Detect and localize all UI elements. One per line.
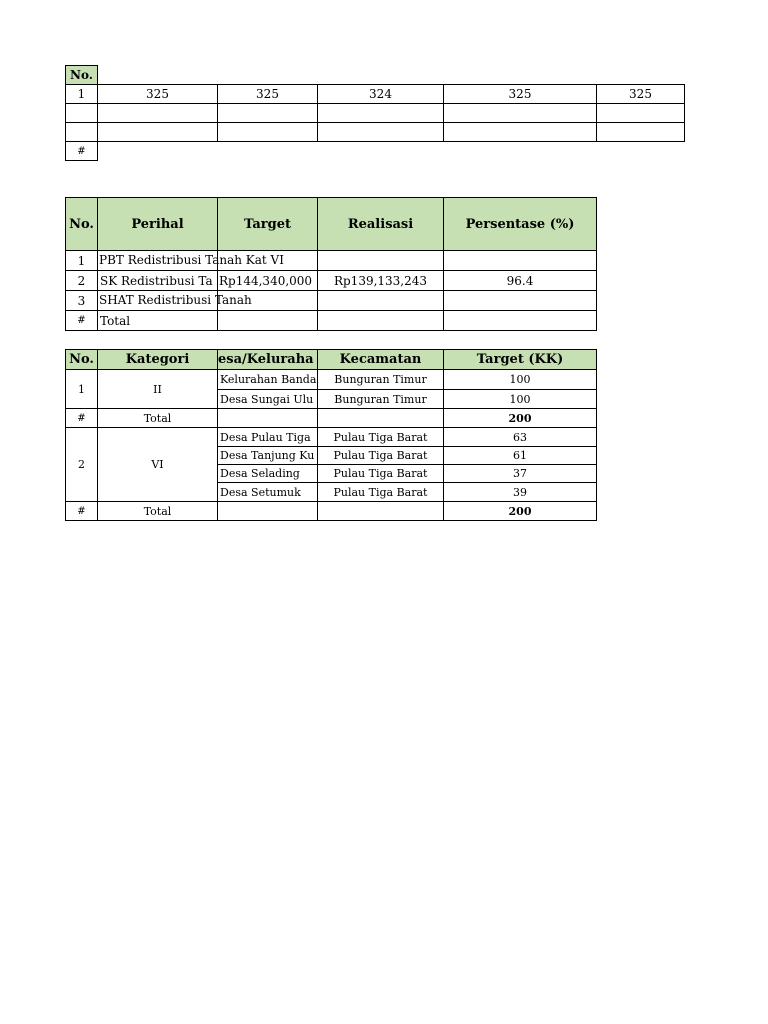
t3-row-desa: Desa Tanjung Ku (217, 446, 318, 465)
t3-header-kategori: Kategori (97, 349, 218, 370)
t3-row-target: 39 (443, 482, 597, 502)
t2-row-no: 1 (65, 250, 98, 271)
t1-empty-cell (443, 103, 597, 123)
t1-empty-cell (596, 103, 685, 123)
t2-row-perihal: SK Redistribusi Ta (97, 270, 218, 291)
t1-row1-val: 325 (217, 84, 318, 104)
t1-row1-val: 325 (596, 84, 685, 104)
t1-empty-cell (596, 122, 685, 142)
t3-row-target: 100 (443, 389, 597, 409)
t2-total-target (217, 310, 318, 331)
t3-row-desa: Desa Pulau Tiga (217, 427, 318, 447)
t1-empty-cell (217, 103, 318, 123)
t2-row-realisasi (317, 290, 444, 311)
t3-row-desa: Desa Setumuk (217, 482, 318, 502)
t1-empty-cell (317, 103, 444, 123)
t2-header-persentase: Persentase (%) (443, 197, 597, 251)
t2-total-persen (443, 310, 597, 331)
t2-row-persen (443, 250, 597, 271)
t2-header-no: No. (65, 197, 98, 251)
t3-header-desa: esa/Keluraha (217, 349, 318, 370)
t3-group-kategori: VI (97, 427, 218, 502)
t3-total-no: # (65, 501, 98, 521)
t2-row-realisasi (317, 250, 444, 271)
t2-total-realisasi (317, 310, 444, 331)
t3-header-target: Target (KK) (443, 349, 597, 370)
t3-group-no: 1 (65, 369, 98, 409)
t2-total-label: Total (97, 310, 218, 331)
t3-row-desa: Kelurahan Banda (217, 369, 318, 390)
t1-header-no: No. (65, 65, 98, 85)
t3-row-kecamatan: Bunguran Timur (317, 389, 444, 409)
t3-total-label: Total (97, 501, 218, 521)
t2-row-persen: 96.4 (443, 270, 597, 291)
t3-row-kecamatan: Bunguran Timur (317, 369, 444, 390)
t1-footer-hash: # (65, 141, 98, 161)
t2-row-perihal: PBT Redistribusi Tanah Kat VI (99, 253, 284, 267)
t1-empty-cell (443, 122, 597, 142)
t3-group-kategori: II (97, 369, 218, 409)
t3-total-empty (317, 501, 444, 521)
t1-row1-no: 1 (65, 84, 98, 104)
t3-total-empty (217, 501, 318, 521)
t1-empty-cell (65, 122, 98, 142)
t2-header-realisasi: Realisasi (317, 197, 444, 251)
t3-header-no: No. (65, 349, 98, 370)
t3-group-no: 2 (65, 427, 98, 502)
t3-total-no: # (65, 408, 98, 428)
t1-empty-cell (97, 103, 218, 123)
t3-total-label: Total (97, 408, 218, 428)
t1-empty-cell (217, 122, 318, 142)
t1-empty-cell (65, 103, 98, 123)
t1-row1-val: 324 (317, 84, 444, 104)
t2-total-no: # (65, 310, 98, 331)
t3-total-empty (217, 408, 318, 428)
t1-empty-cell (317, 122, 444, 142)
t2-row-perihal: SHAT Redistribusi Tanah (99, 293, 252, 307)
t2-row-no: 3 (65, 290, 98, 311)
t3-total-value: 200 (443, 501, 597, 521)
t3-row-target: 100 (443, 369, 597, 390)
t2-row-persen (443, 290, 597, 311)
t1-row1-val: 325 (97, 84, 218, 104)
t1-empty-cell (97, 122, 218, 142)
t3-row-kecamatan: Pulau Tiga Barat (317, 464, 444, 483)
t3-row-kecamatan: Pulau Tiga Barat (317, 446, 444, 465)
t3-total-value: 200 (443, 408, 597, 428)
t3-row-target: 37 (443, 464, 597, 483)
t3-header-kecamatan: Kecamatan (317, 349, 444, 370)
t3-row-desa: Desa Sungai Ulu (217, 389, 318, 409)
t3-row-kecamatan: Pulau Tiga Barat (317, 427, 444, 447)
t2-row-no: 2 (65, 270, 98, 291)
t2-header-target: Target (217, 197, 318, 251)
t1-row1-val: 325 (443, 84, 597, 104)
t2-row-target: Rp144,340,000 (217, 270, 318, 291)
t2-header-perihal: Perihal (97, 197, 218, 251)
t3-row-target: 61 (443, 446, 597, 465)
t3-total-empty (317, 408, 444, 428)
t3-row-desa: Desa Selading (217, 464, 318, 483)
t3-row-kecamatan: Pulau Tiga Barat (317, 482, 444, 502)
t2-row-realisasi: Rp139,133,243 (317, 270, 444, 291)
t3-row-target: 63 (443, 427, 597, 447)
